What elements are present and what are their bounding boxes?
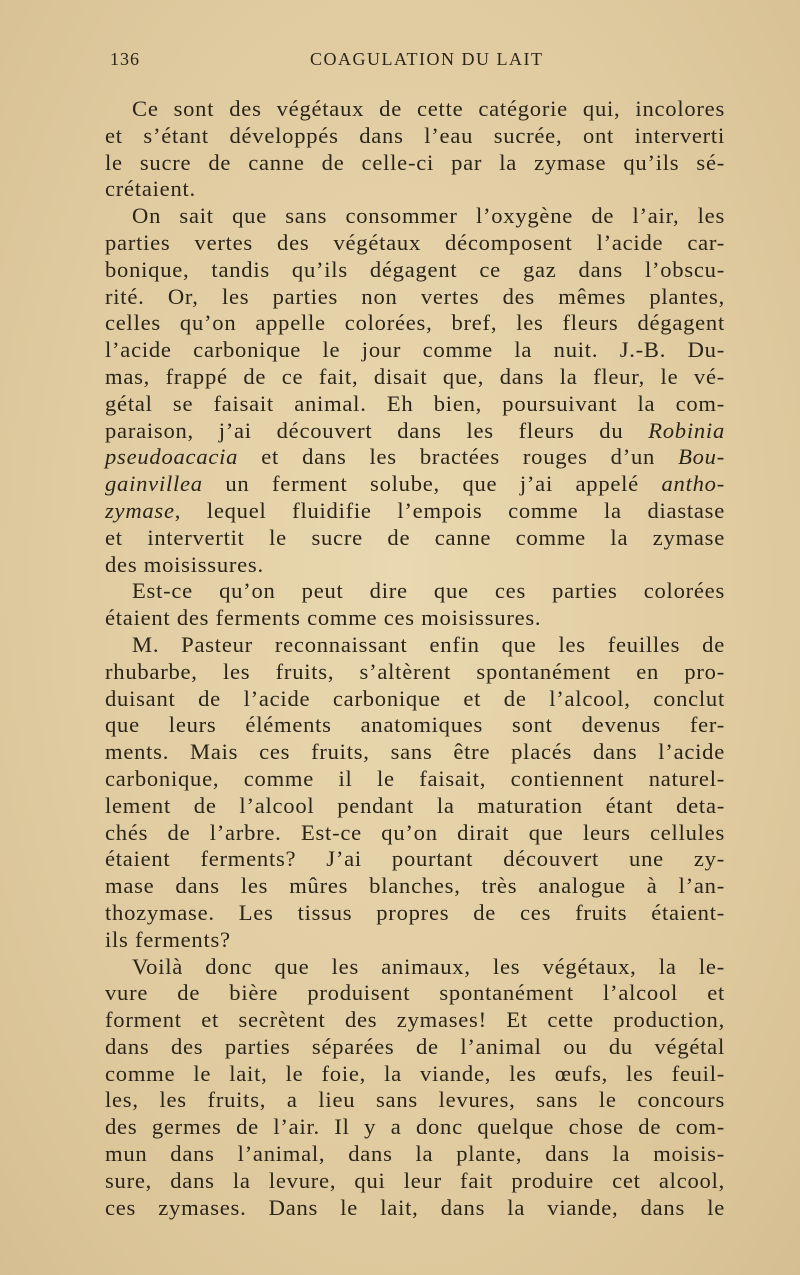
text-run: Est-ce qu’on peut dire que ces parties colorées — [132, 578, 725, 604]
text-run: bonique, tandis qu’ils dégagent ce gaz dans l’obscu- — [105, 256, 725, 282]
text-line — [105, 96, 725, 123]
text-line — [105, 310, 725, 337]
body-text — [105, 96, 725, 1221]
text-line — [105, 444, 725, 471]
text-line — [105, 1087, 725, 1114]
text-line — [105, 176, 725, 203]
text-run: duisant de l’acide carbonique et de l’alcool, conclut — [105, 685, 725, 711]
text-line — [105, 498, 725, 525]
page-number: 136 — [110, 49, 140, 69]
text-line — [105, 954, 725, 981]
text-line — [105, 846, 725, 873]
text-line — [105, 820, 725, 847]
text-run: ces zymases. Dans le lait, dans la viande, dans le — [105, 1194, 725, 1220]
text-line — [105, 1034, 725, 1061]
text-run: et intervertit le sucre de canne comme la zymase — [105, 524, 725, 550]
italic-term: Robinia — [648, 417, 725, 443]
text-line — [105, 284, 725, 311]
text-run: lement de l’alcool pendant la maturation étant deta- — [105, 792, 725, 818]
text-run: Voilà donc que les animaux, les végétaux, la le- — [132, 953, 725, 979]
text-line — [105, 686, 725, 713]
text-line — [105, 123, 725, 150]
text-line — [105, 578, 725, 605]
italic-term: Bou- — [678, 444, 725, 470]
text-line — [105, 1061, 725, 1088]
running-head — [110, 49, 725, 73]
text-run: mun dans l’animal, dans la plante, dans la moisis- — [105, 1141, 725, 1167]
italic-term: gainvillea — [105, 471, 203, 497]
text-line — [105, 605, 725, 632]
text-run: les, les fruits, a lieu sans levures, sans le concours — [105, 1087, 725, 1113]
text-run: M. Pasteur reconnaissant enfin que les feuilles de — [132, 631, 725, 657]
text-line — [105, 418, 725, 445]
text-run: thozymase. Les tissus propres de ces fruits étaient- — [105, 899, 725, 925]
text-run: vure de bière produisent spontanément l’alcool et — [105, 980, 725, 1006]
text-run: rhubarbe, les fruits, s’altèrent spontanément en pro- — [105, 658, 725, 684]
text-line — [105, 337, 725, 364]
text-line — [105, 1195, 725, 1222]
text-line — [105, 257, 725, 284]
running-title: COAGULATION DU LAIT — [310, 49, 544, 69]
text-line — [105, 1141, 725, 1168]
text-run: mase dans les mûres blanches, très analogue à l’an- — [105, 873, 725, 899]
text-line — [105, 927, 725, 954]
text-run: Ce sont des végétaux de cette catégorie qui, incolores — [132, 96, 725, 121]
text-run: que leurs éléments anatomiques sont devenus fer- — [105, 712, 725, 738]
text-line — [105, 1168, 725, 1195]
text-line — [105, 712, 725, 739]
text-run: des germes de l’air. Il y a donc quelque chose de com- — [105, 1114, 725, 1140]
text-line — [105, 203, 725, 230]
text-line — [105, 1007, 725, 1034]
text-line — [105, 793, 725, 820]
text-run: celles qu’on appelle colorées, bref, les fleurs dégagent — [105, 310, 725, 336]
text-run: comme le lait, le foie, la viande, les œufs, les feuil- — [105, 1060, 725, 1086]
text-run: parties vertes des végétaux décomposent l’acide car- — [105, 229, 725, 255]
text-line — [105, 552, 725, 579]
text-run: forment et secrètent des zymases! Et cette production, — [105, 1007, 725, 1033]
text-run: un ferment solube, que j’ai appelé — [202, 471, 662, 497]
text-run: gétal se faisait animal. Eh bien, poursuivant la com- — [105, 390, 725, 416]
text-run: dans des parties séparées de l’animal ou du végétal — [105, 1033, 725, 1059]
text-line — [105, 230, 725, 257]
text-line — [105, 364, 725, 391]
text-run: et dans les bractées rouges d’un — [238, 444, 679, 470]
text-run: crétaient. — [105, 176, 196, 202]
text-run: , lequel fluidifie l’empois comme la diastase — [174, 497, 725, 523]
text-line — [105, 873, 725, 900]
text-line — [105, 471, 725, 498]
text-run: On sait que sans consommer l’oxygène de l’air, les — [132, 203, 725, 229]
text-run: des moisissures. — [105, 551, 264, 577]
text-line — [105, 150, 725, 177]
text-line — [105, 980, 725, 1007]
text-run: mas, frappé de ce fait, disait que, dans la fleur, le vé- — [105, 363, 725, 389]
text-line — [105, 766, 725, 793]
text-line — [105, 900, 725, 927]
text-line — [105, 525, 725, 552]
text-run: sure, dans la levure, qui leur fait produire cet alcool, — [105, 1167, 725, 1193]
text-line — [105, 391, 725, 418]
text-run: paraison, j’ai découvert dans les fleurs du — [105, 417, 649, 443]
text-line — [105, 632, 725, 659]
text-run: ils ferments? — [105, 926, 231, 952]
text-run: étaient des ferments comme ces moisissures. — [105, 605, 542, 631]
text-run: carbonique, comme il le faisait, contiennent naturel- — [105, 765, 725, 791]
italic-term: zymase — [105, 497, 175, 523]
text-run: ments. Mais ces fruits, sans être placés dans l’acide — [105, 739, 725, 765]
text-run: le sucre de canne de celle-ci par la zymase qu’ils sé- — [105, 149, 725, 175]
text-run: l’acide carbonique le jour comme la nuit. J.-B. Du- — [105, 337, 725, 363]
italic-term: pseudoacacia — [105, 444, 239, 470]
text-run: et s’étant développés dans l’eau sucrée, ont interverti — [105, 122, 725, 148]
text-line — [105, 739, 725, 766]
text-run: chés de l’arbre. Est-ce qu’on dirait que leurs cellules — [105, 819, 725, 845]
text-run: rité. Or, les parties non vertes des mêmes plantes, — [105, 283, 725, 309]
text-run: étaient ferments? J’ai pourtant découvert une zy- — [105, 846, 725, 872]
text-line — [105, 1114, 725, 1141]
text-line — [105, 659, 725, 686]
italic-term: antho- — [661, 471, 725, 497]
